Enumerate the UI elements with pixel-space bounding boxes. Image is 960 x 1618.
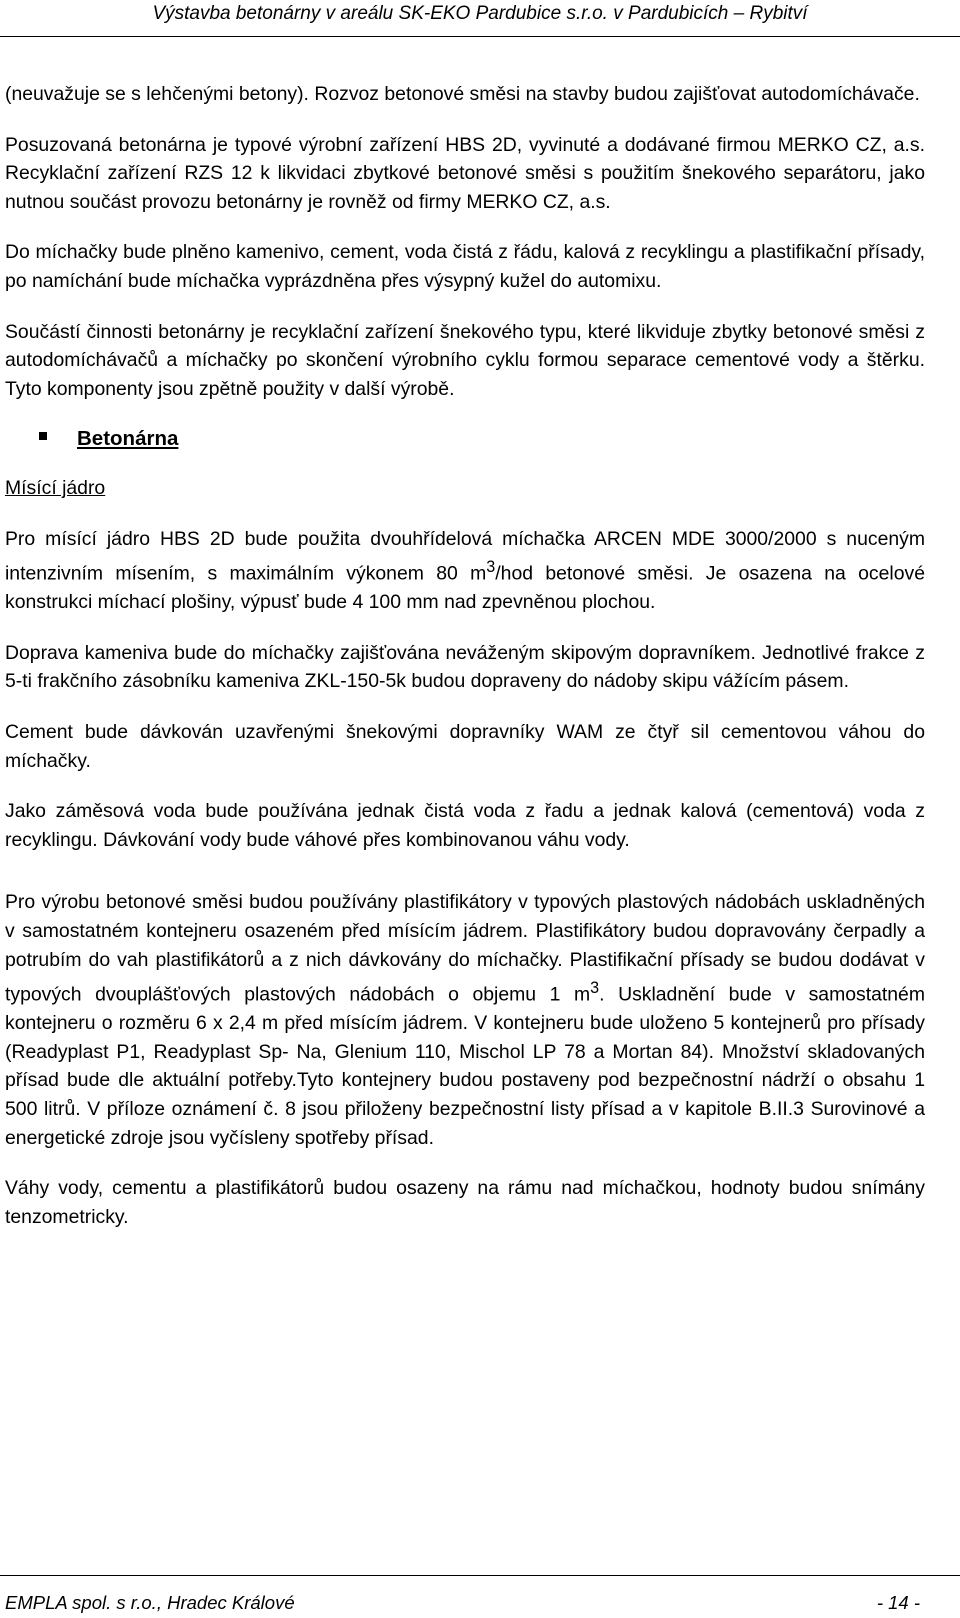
footer-company: EMPLA spol. s r.o., Hradec Králové bbox=[5, 1592, 295, 1613]
paragraph-plant-type: Posuzovaná betonárna je typové výrobní zařízení HBS 2D, vyvinuté a dodávané firmou MERKO CZ, a.s. Recyklační zařízení RZS 12 k likvidaci zbytkové betonové směsi s použitím šnekového separátoru, jako nutnou součást provozu betonárny je rovněž od firmy MERKO CZ, a.s. bbox=[5, 133, 925, 213]
subheading: Mísící jádro bbox=[5, 476, 106, 499]
plasticizer-text-b: . Uskladnění bude v samostatném kontejneru o rozměru 6 x 2,4 m před mísícím jádrem. V kontejneru bude uloženo 5 kontejnerů pro přísady (Readyplast P1, Readyplast Sp- Na, Glenium 110, Mischol LP 78 a Mortan 84). Množství skladovaných přísad bude dle aktuální potřeby.Tyto kontejnery budou postaveny pod bezpečnostní nádrží o obsahu 1 500 litrů. V příloze oznámení č. 8 jsou přiloženy bezpečnostní listy přísad a v kapitole B.II.3 Surovinové a energetické zdroje jsou vyčísleny spotřeby přísad. bbox=[5, 983, 925, 1149]
mixer-text-b: /hod betonové směsi. Je osazena na ocelové konstrukci míchací plošiny, výpusť bude 4 100 mm nad zpevněnou plochou. bbox=[5, 562, 925, 614]
mixer-superscript: 3 bbox=[486, 558, 496, 577]
page-footer bbox=[0, 1575, 960, 1618]
header-title: Výstavba betonárny v areálu SK-EKO Pardubice s.r.o. v Pardubicích – Rybitví bbox=[152, 3, 808, 24]
paragraph-mixer bbox=[5, 525, 925, 617]
document-body bbox=[5, 80, 925, 1253]
paragraph-mixer-fill: Do míchačky bude plněno kamenivo, cement, voda čistá z řádu, kalová z recyklingu a plastifikační přísady, po namíchání bude míchačka vyprázdněna přes výsypný kužel do automixu. bbox=[5, 241, 925, 292]
section-heading bbox=[5, 425, 925, 454]
plasticizer-superscript: 3 bbox=[590, 979, 600, 998]
paragraph-recycling: Součástí činnosti betonárny je recyklační zařízení šnekového typu, které likviduje zbytky betonové směsi z autodomíchávačů a míchačky po skončení výrobního cyklu formou separace cementové vody a štěrku. Tyto komponenty jsou zpětně použity v další výrobě. bbox=[5, 320, 925, 400]
plasticizer-text-a: Pro výrobu betonové směsi budou používány plastifikátory v typových plastových nádobách uskladněných v samostatném kontejneru osazeném před mísícím jádrem. Plastifikátory budou dopravovány čerpadly a potrubím do vah plastifikátorů a z nich dávkovány do míchačky. Plastifikační přísady se budou dodávat v typových dvouplášťových plastových nádobách o objemu 1 m bbox=[5, 891, 925, 1006]
page-number: - 14 - bbox=[876, 1592, 920, 1613]
section-title: Betonárna bbox=[77, 427, 179, 451]
paragraph-scales: Váhy vody, cementu a plastifikátorů budou osazeny na rámu nad míchačkou, hodnoty budou snímány tenzometricky. bbox=[5, 1177, 925, 1228]
paragraph-intro: (neuvažuje se s lehčenými betony). Rozvoz betonové směsi na stavby budou zajišťovat autodomíchávače. bbox=[5, 83, 920, 105]
paragraph-aggregate: Doprava kameniva bude do míchačky zajišťována neváženým skipovým dopravníkem. Jednotlivé frakce z 5-ti frakčního zásobníku kameniva ZKL-150-5k budou dopraveny do nádoby skipu vážícím pásem. bbox=[5, 641, 925, 693]
paragraph-plasticizer bbox=[5, 888, 925, 1152]
mixer-text-a: Pro mísící jádro HBS 2D bude použita dvouhřídelová míchačka ARCEN MDE 3000/2000 s nuceným intenzivním mísením, s maximálním výkonem 80 m bbox=[5, 527, 925, 585]
square-bullet-icon bbox=[39, 432, 47, 440]
page-header bbox=[0, 0, 960, 37]
paragraph-cement: Cement bude dávkován uzavřenými šnekovými dopravníky WAM ze čtyř sil cementovou váhou do míchačky. bbox=[5, 720, 925, 772]
paragraph-water: Jako záměsová voda bude používána jednak čistá voda z řadu a jednak kalová (cementová) voda z recyklingu. Dávkování vody bude váhové přes kombinovanou váhu vody. bbox=[5, 800, 925, 851]
